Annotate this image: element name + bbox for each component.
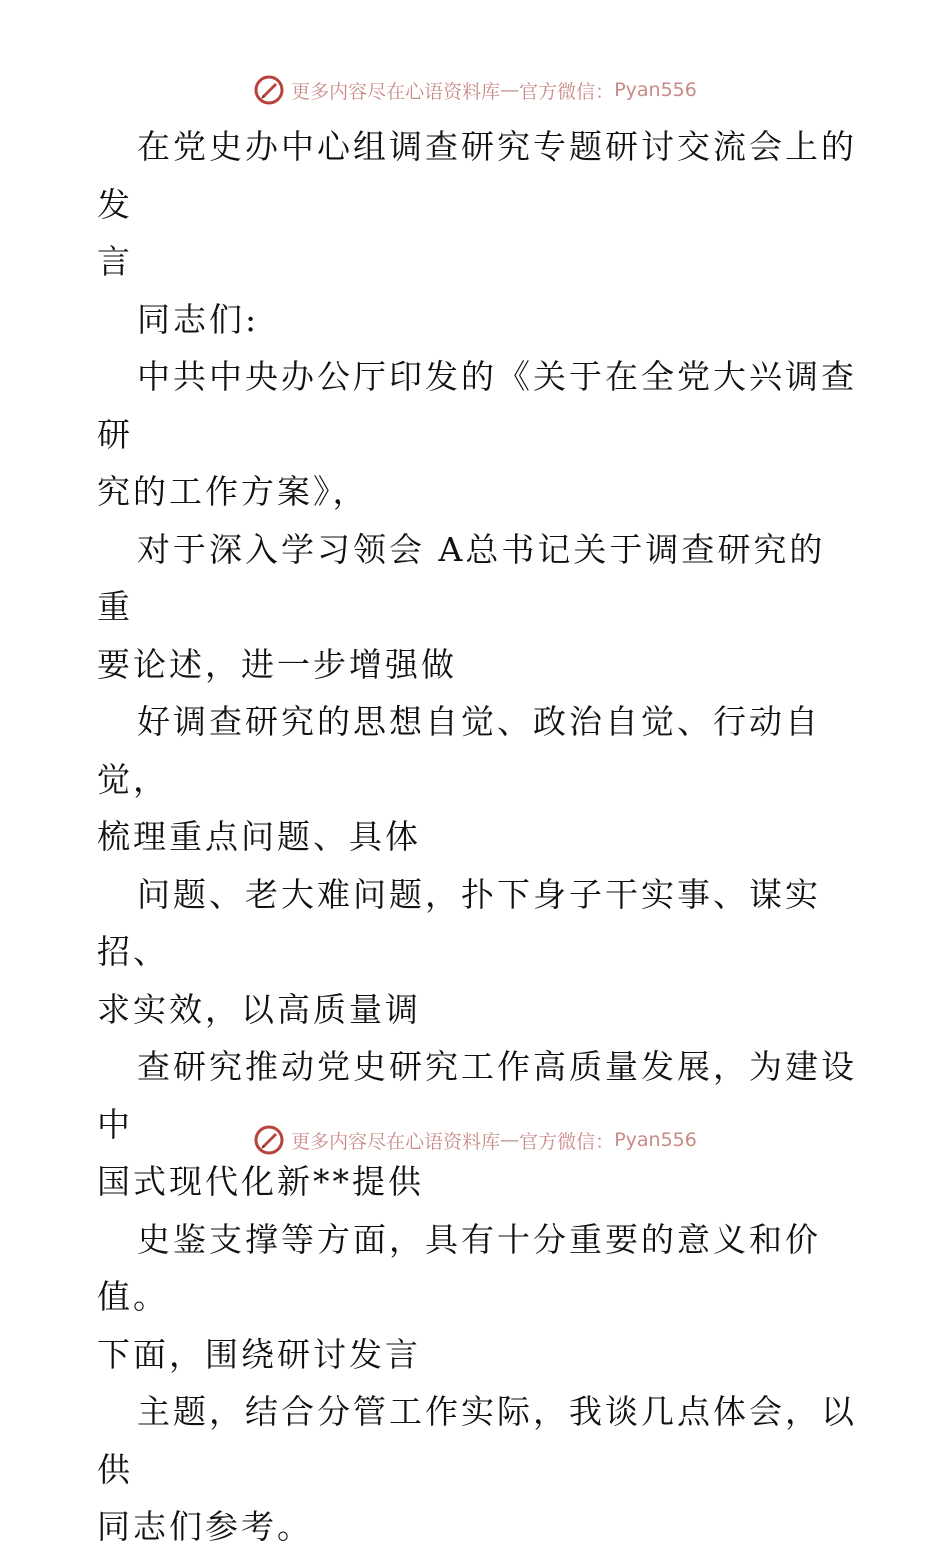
watermark-separator: —	[500, 1129, 520, 1151]
watermark-contact-label: 官方微信：	[519, 80, 615, 103]
text-line: 梳理重点问题、具体	[97, 817, 421, 856]
text-line: 求实效，以高质量调	[97, 989, 421, 1029]
watermark-site-text: 更多内容尽在心语资料库	[291, 1130, 501, 1153]
watermark-contact-label: 官方微信：	[519, 1130, 615, 1153]
text-line: 问题、老大难问题，扑下身子干实事、谋实招、	[97, 874, 821, 971]
text-line: 下面，围绕研讨发言	[97, 1334, 421, 1374]
text-line: 究的工作方案》，	[97, 472, 369, 511]
text-line: 同志们:	[137, 299, 260, 339]
text-line: 查研究推动党史研究工作高质量发展，为建设中	[97, 1047, 857, 1144]
text-line: 言	[97, 242, 133, 281]
text-line: 对于深入学习领会 A总书记关于调查研究的重	[97, 529, 826, 626]
text-line: 好调查研究的思想自觉、政治自觉、行动自觉，	[97, 702, 821, 799]
watermark-site-text: 更多内容尽在心语资料库	[291, 80, 501, 103]
watermark-contact-id: Pyan556	[614, 1129, 697, 1151]
text-line: 国式现代化新**提供	[97, 1162, 424, 1201]
text-line: 同志们参考。	[97, 1507, 313, 1546]
document-body	[97, 118, 857, 1556]
pen-logo-icon	[253, 74, 285, 106]
watermark-contact-id: Pyan556	[614, 79, 697, 101]
pen-logo-icon	[253, 1124, 285, 1156]
text-line: 史鉴支撑等方面，具有十分重要的意义和价值。	[97, 1219, 821, 1316]
text-line: 在党史办中心组调查研究专题研讨交流会上的发	[97, 127, 857, 224]
text-line: 主题，结合分管工作实际，我谈几点体会，以供	[97, 1392, 857, 1489]
header-watermark	[0, 70, 950, 110]
watermark-separator: —	[500, 79, 520, 101]
text-line: 要论述，进一步增强做	[97, 644, 457, 684]
footer-watermark	[0, 1120, 950, 1160]
text-line: 中共中央办公厅印发的《关于在全党大兴调查研	[97, 357, 857, 454]
